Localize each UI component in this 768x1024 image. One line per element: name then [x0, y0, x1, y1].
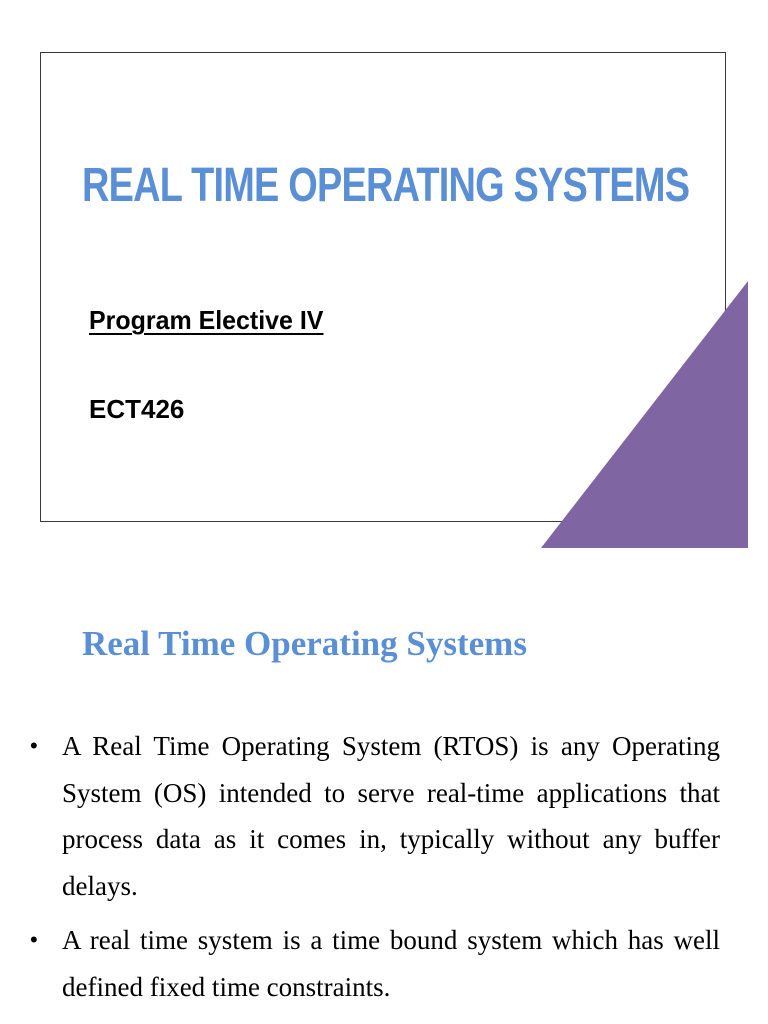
course-code: ECT426 — [89, 394, 185, 424]
bullet-item — [30, 723, 720, 909]
slide-subtitle: Program Elective IV — [89, 305, 324, 335]
bullet-text: A Real Time Operating System (RTOS) is any Operating System (OS) intended to serve real-time applications that process data as it comes in, typically without any buffer delays. — [62, 731, 720, 901]
section-heading: Real Time Operating Systems — [82, 624, 527, 663]
bullet-text: A real time system is a time bound system which has well defined fixed time constraints. — [62, 925, 720, 1002]
bullet-list — [30, 723, 720, 1018]
bullet-icon: • — [30, 927, 38, 952]
bullet-icon: • — [30, 733, 38, 758]
bullet-item — [30, 917, 720, 1010]
decorative-triangle — [541, 281, 748, 548]
slide-title: REAL TIME OPERATING SYSTEMS — [82, 159, 690, 212]
